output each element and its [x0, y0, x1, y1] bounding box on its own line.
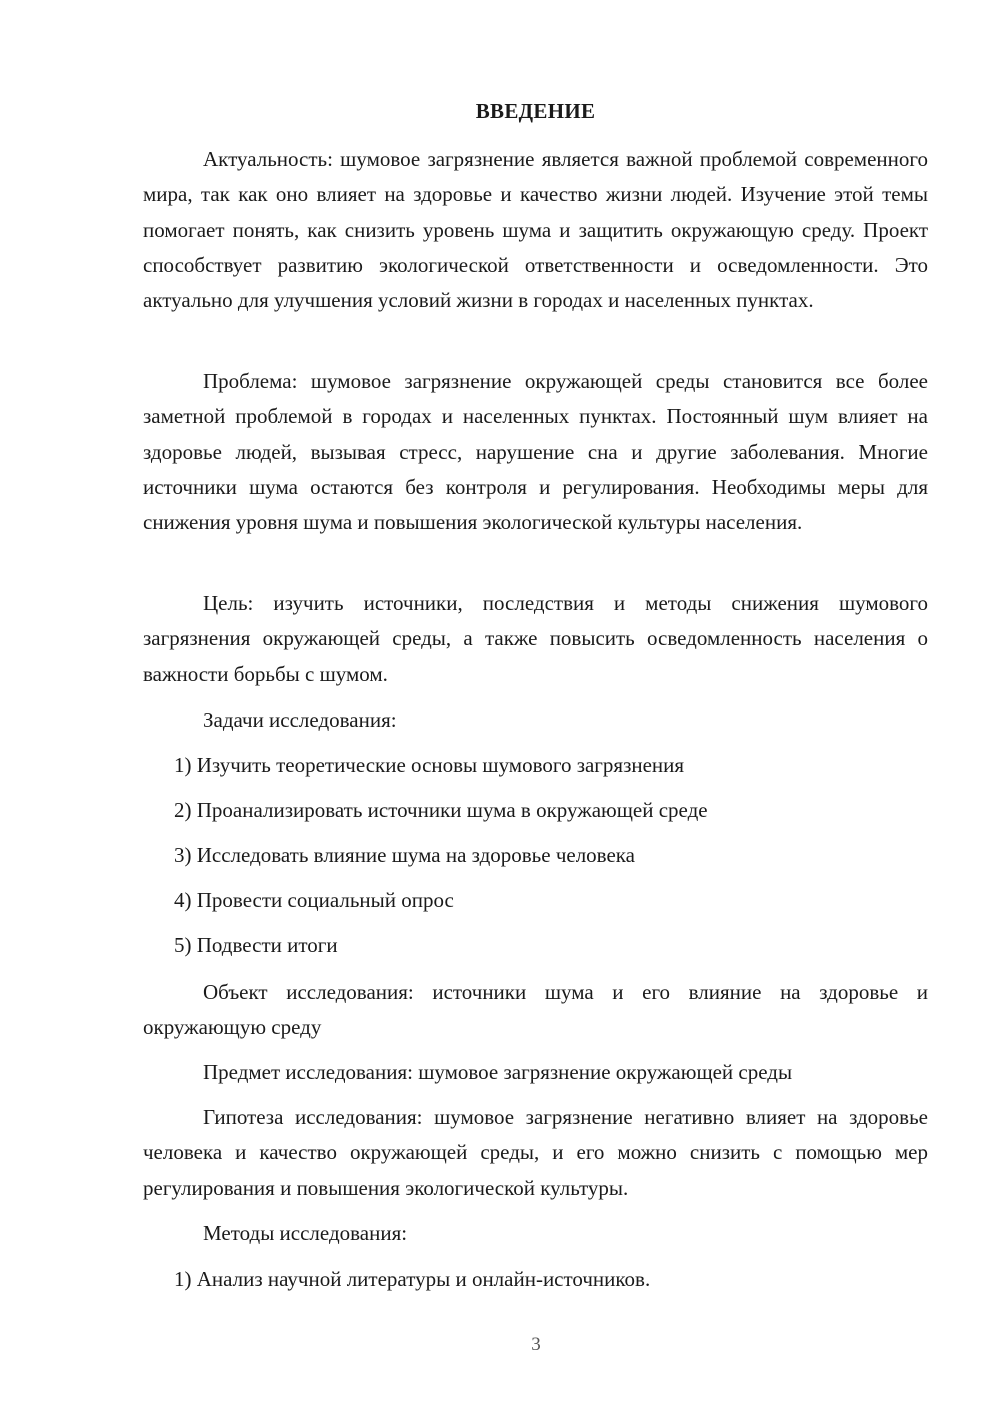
object-paragraph: Объект исследования: источники шума и его влияние на здоровье и окружающую среду [143, 980, 928, 1040]
subject-paragraph: Предмет исследования: шумовое загрязнение окружающей среды [203, 1060, 793, 1084]
method-item-1: 1) Анализ научной литературы и онлайн-источников. [174, 1267, 651, 1291]
task-item-3: 3) Исследовать влияние шума на здоровье человека [174, 843, 636, 867]
relevance-paragraph: Актуальность: шумовое загрязнение является важной проблемой современного мира, так как оно влияет на здоровье и качество жизни людей. Изучение этой темы помогает понять, как снизить уровень шума и защитить окружающую среду. Проект способствует развитию экологической ответственности и осведомленности. Это актуально для улучшения условий жизни в городах и населенных пунктах. [143, 147, 928, 313]
goal-paragraph: Цель: изучить источники, последствия и методы снижения шумового загрязнения окружающей среды, а также повысить осведомленность населения о важности борьбы с шумом. [143, 591, 928, 686]
problem-paragraph: Проблема: шумовое загрязнение окружающей среды становится все более заметной проблемой в городах и населенных пунктах. Постоянный шум влияет на здоровье людей, вызывая стресс, нарушение сна и другие заболевания. Многие источники шума остаются без контроля и регулирования. Необходимы меры для снижения уровня шума и повышения экологической культуры населения. [143, 369, 928, 535]
task-item-1: 1) Изучить теоретические основы шумового загрязнения [174, 753, 685, 777]
tasks-heading: Задачи исследования: [203, 708, 397, 732]
methods-heading: Методы исследования: [203, 1221, 408, 1245]
task-item-5: 5) Подвести итоги [174, 933, 338, 957]
task-item-2: 2) Проанализировать источники шума в окружающей среде [174, 798, 708, 822]
task-item-4: 4) Провести социальный опрос [174, 888, 454, 912]
page-number: 3 [531, 1334, 541, 1355]
page-title: ВВЕДЕНИЕ [475, 99, 596, 123]
hypothesis-paragraph: Гипотеза исследования: шумовое загрязнение негативно влияет на здоровье человека и качество окружающей среды, и его можно снизить с помощью мер регулирования и повышения экологической культуры. [143, 1105, 928, 1200]
